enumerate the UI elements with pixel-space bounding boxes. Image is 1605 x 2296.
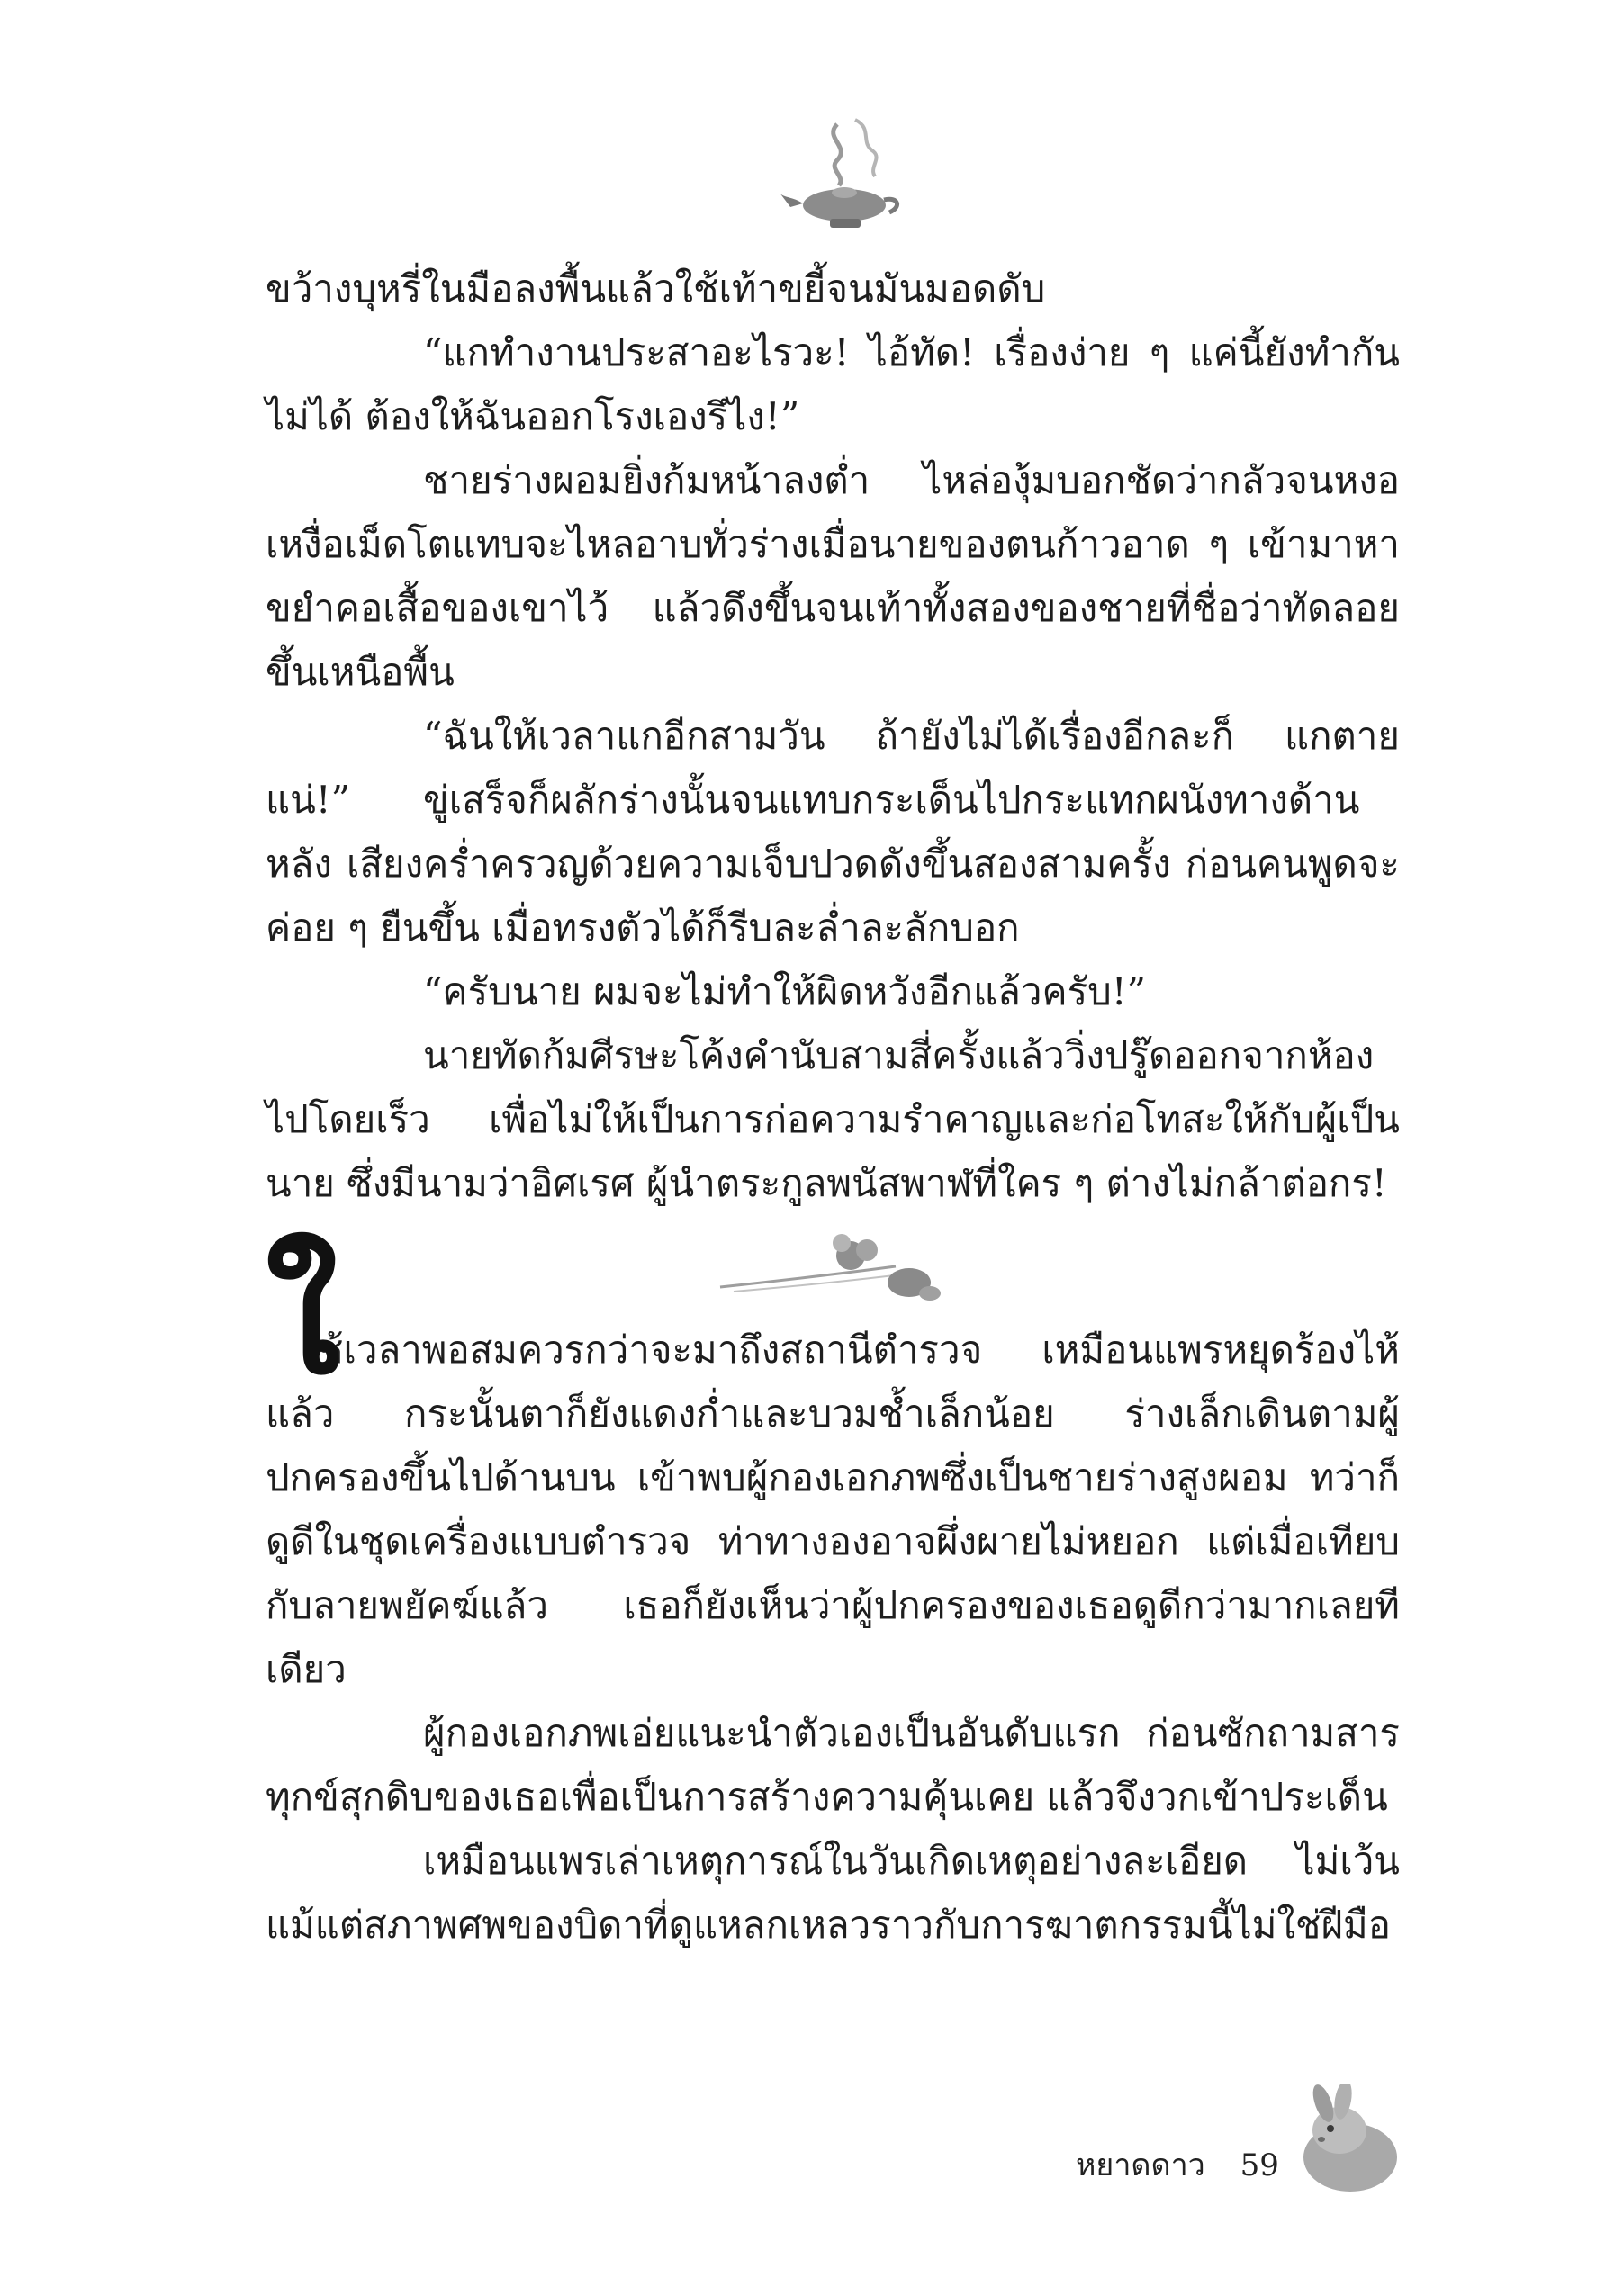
- body-paragraph: ผู้กองเอกภพเอ่ยแนะนำตัวเองเป็นอันดับแรก ก่อนซักถามสารทุกข์สุกดิบของเธอเพื่อเป็นการสร้างความคุ้นเคย แล้วจึงวกเข้าประเด็น: [266, 1711, 1400, 1819]
- body-paragraph: ชายร่างผอมยิ่งก้มหน้าลงต่ำ ไหล่องุ้มบอกชัดว่ากลัวจนหงอ เหงื่อเม็ดโตแทบจะไหลอาบทั่วร่างเมื่อนายของตนก้าวอาด ๆ เข้ามาหา ขยำคอเสื้อของเขาไว้ แล้วดึงขึ้นจนเท้าทั้งสองของชายที่ชื่อว่าทัดลอยขึ้นเหนือพื้น: [266, 458, 1400, 694]
- body-paragraph: ขว้างบุหรี่ในมือลงพื้นแล้วใช้เท้าขยี้จนมันมอดดับ: [266, 266, 1046, 311]
- page-footer: [1076, 2140, 1279, 2189]
- body-paragraph: “ฉันให้เวลาแกอีกสามวัน ถ้ายังไม่ได้เรื่องอีกละก็ แกตายแน่!”: [266, 714, 1400, 822]
- book-title: หยาดดาว: [1076, 2147, 1205, 2183]
- rabbit-icon: [1287, 2084, 1409, 2196]
- body-paragraph: “แกทำงานประสาอะไรวะ! ไอ้ทัด! เรื่องง่าย ๆ แค่นี้ยังทำกันไม่ได้ ต้องให้ฉันออกโรงเองรึไง!”: [266, 330, 1400, 438]
- page-number: 59: [1240, 2147, 1279, 2183]
- genie-lamp-icon: [774, 106, 909, 241]
- body-paragraph: “ครับนาย ผมจะไม่ทำให้ผิดหวังอีกแล้วครับ!”: [423, 969, 1147, 1013]
- drop-cap: ใ: [266, 1229, 341, 1409]
- section-two: [266, 1229, 1400, 1957]
- body-paragraph: ช้เวลาพอสมควรกว่าจะมาถึงสถานีตำรวจ เหมือนแพรหยุดร้องไห้แล้ว กระนั้นตาก็ยังแดงก่ำและบวมช้ำเล็กน้อย ร่างเล็กเดินตามผู้ปกครองขึ้นไปด้านบน เข้าพบผู้กองเอกภพซึ่งเป็นชายร่างสูงผอม ทว่าก็ดูดีในชุดเครื่องแบบตำรวจ ท่าทางองอาจผึ่งผายไม่หยอก แต่เมื่อเทียบกับลายพยัคฆ์แล้ว เธอก็ยังเห็นว่าผู้ปกครองของเธอดูดีกว่ามากเลยทีเดียว: [266, 1328, 1400, 1691]
- body-paragraph: นายทัดก้มศีรษะโค้งคำนับสามสี่ครั้งแล้ววิ่งปรู๊ดออกจากห้องไปโดยเร็ว เพื่อไม่ให้เป็นการก่อความรำคาญและก่อโทสะให้กับผู้เป็นนาย ซึ่งมีนามว่าอิศเรศ ผู้นำตระกูลพนัสพาฬที่ใคร ๆ ต่างไม่กล้าต่อกร!: [266, 1033, 1400, 1205]
- body-paragraph: เหมือนแพรเล่าเหตุการณ์ในวันเกิดเหตุอย่างละเอียด ไม่เว้นแม้แต่สภาพศพของบิดาที่ดูแหลกเหลวราวกับการฆาตกรรมนี้ไม่ใช่ฝีมือ: [266, 1839, 1400, 1947]
- body-paragraph: ขู่เสร็จก็ผลักร่างนั้นจนแทบกระเด็นไปกระแทกผนังทางด้านหลัง เสียงคร่ำครวญด้วยความเจ็บปวดดังขึ้นสองสามครั้ง ก่อนคนพูดจะค่อย ๆ ยืนขึ้น เมื่อทรงตัวได้ก็รีบละล่ำละลักบอก: [266, 778, 1400, 950]
